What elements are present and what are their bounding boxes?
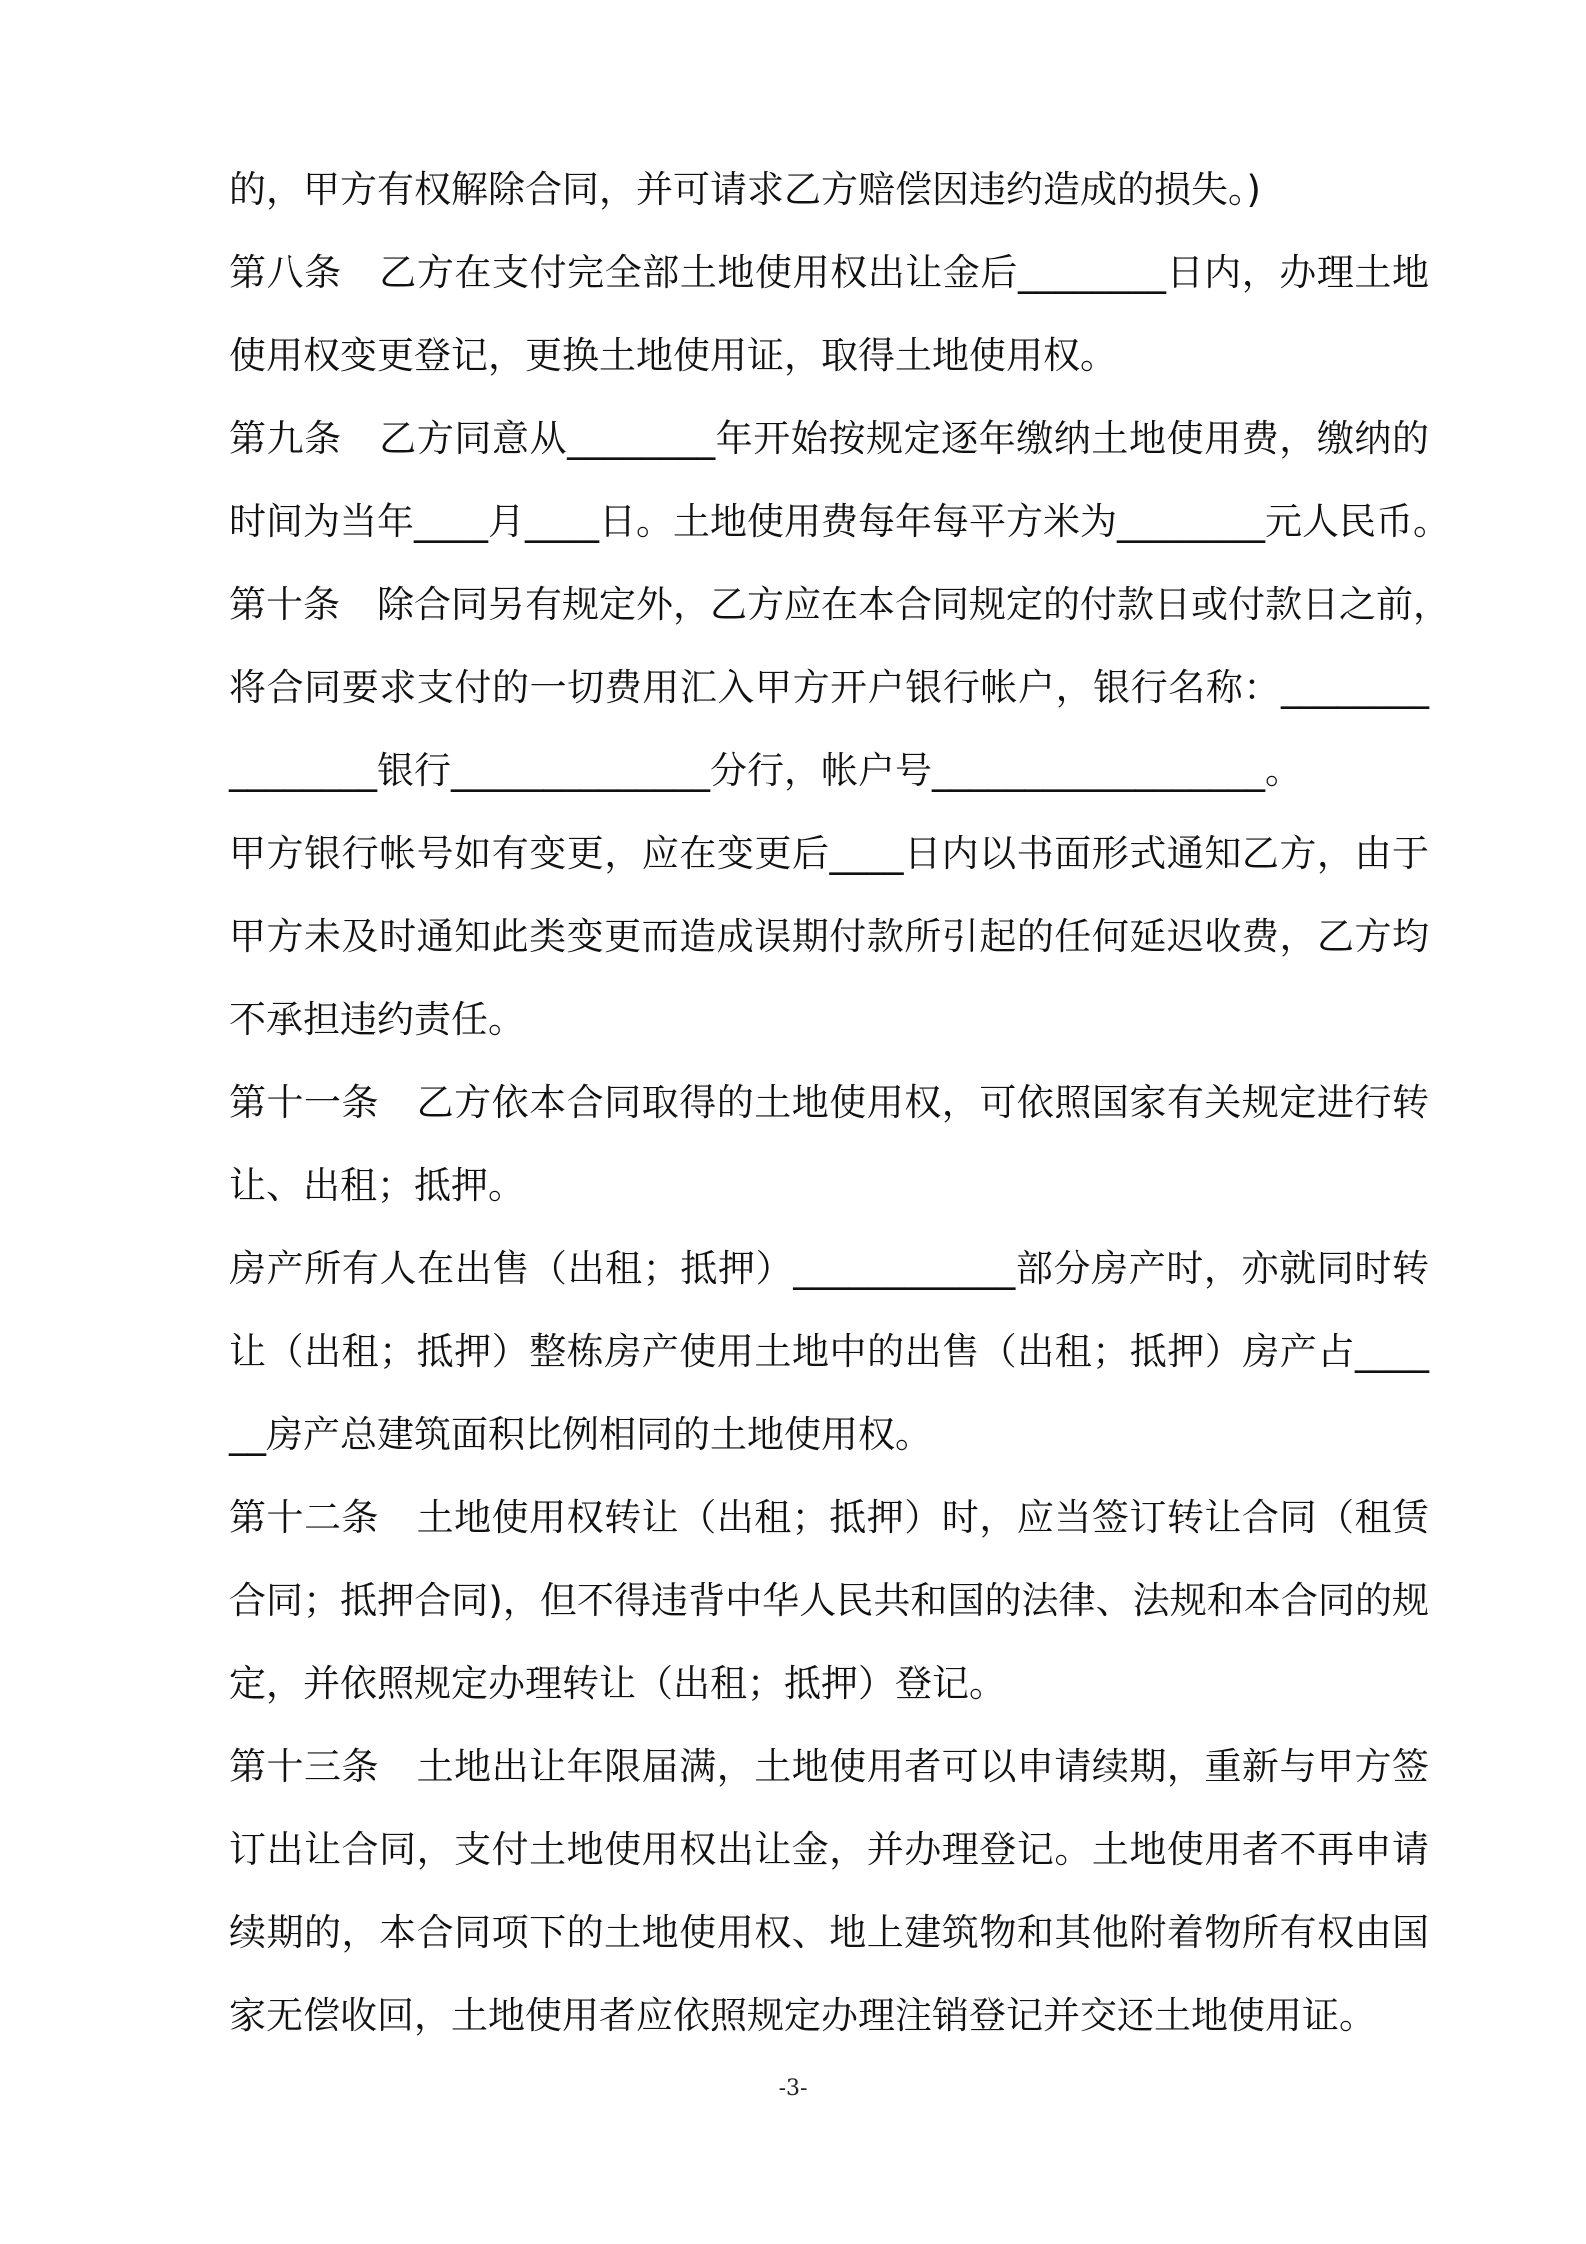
text-line: 时间为当年____月____日。土地使用费每年每平方米为________元人民币。 [229,500,1450,543]
text-line: 将合同要求支付的一切费用汇入甲方开户银行帐户，银行名称：________ [229,666,1429,709]
text-line: 订出让合同，支付土地使用权出让金，并办理登记。土地使用者不再申请 [229,1828,1429,1871]
text-line: ________银行______________分行，帐户号__________________。 [229,749,1302,792]
text-line: 甲方银行帐号如有变更，应在变更后____日内以书面形式通知乙方，由于 [229,832,1429,875]
page-number: -3- [778,2076,808,2101]
text-line: 让、出租；抵押。 [229,1164,525,1207]
text-line: 甲方未及时通知此类变更而造成误期付款所引起的任何延迟收费，乙方均 [229,915,1429,958]
text-line: 让（出租；抵押）整栋房产使用土地中的出售（出租；抵押）房产占____ [229,1330,1429,1373]
text-line: 使用权变更登记，更换土地使用证，取得土地使用权。 [229,334,1117,377]
text-line: 续期的，本合同项下的土地使用权、地上建筑物和其他附着物所有权由国 [229,1911,1429,1954]
text-line: 房产所有人在出售（出租；抵押）____________部分房产时，亦就同时转 [229,1247,1429,1290]
text-line: 合同；抵押合同)，但不得违背中华人民共和国的法律、法规和本合同的规 [229,1579,1429,1622]
text-line: 第八条 乙方在支付完全部土地使用权出让金后________日内，办理土地 [229,251,1429,294]
text-line: __房产总建筑面积比例相同的土地使用权。 [229,1413,932,1456]
text-line: 家无偿收回，土地使用者应依照规定办理注销登记并交还土地使用证。 [229,1994,1376,2037]
text-line: 定，并依照规定办理转让（出租；抵押）登记。 [229,1662,1006,1705]
text-line: 第十条 除合同另有规定外，乙方应在本合同规定的付款日或付款日之前， [229,583,1450,626]
text-line: 第九条 乙方同意从________年开始按规定逐年缴纳土地使用费，缴纳的 [229,417,1429,460]
text-line: 第十三条 土地出让年限届满，土地使用者可以申请续期，重新与甲方签 [229,1745,1429,1788]
text-line: 不承担违约责任。 [229,998,525,1041]
text-line: 第十二条 土地使用权转让（出租；抵押）时，应当签订转让合同（租赁 [229,1496,1429,1539]
text-line: 的，甲方有权解除合同，并可请求乙方赔偿因违约造成的损失。) [229,168,1261,211]
text-line: 第十一条 乙方依本合同取得的土地使用权，可依照国家有关规定进行转 [229,1081,1429,1124]
